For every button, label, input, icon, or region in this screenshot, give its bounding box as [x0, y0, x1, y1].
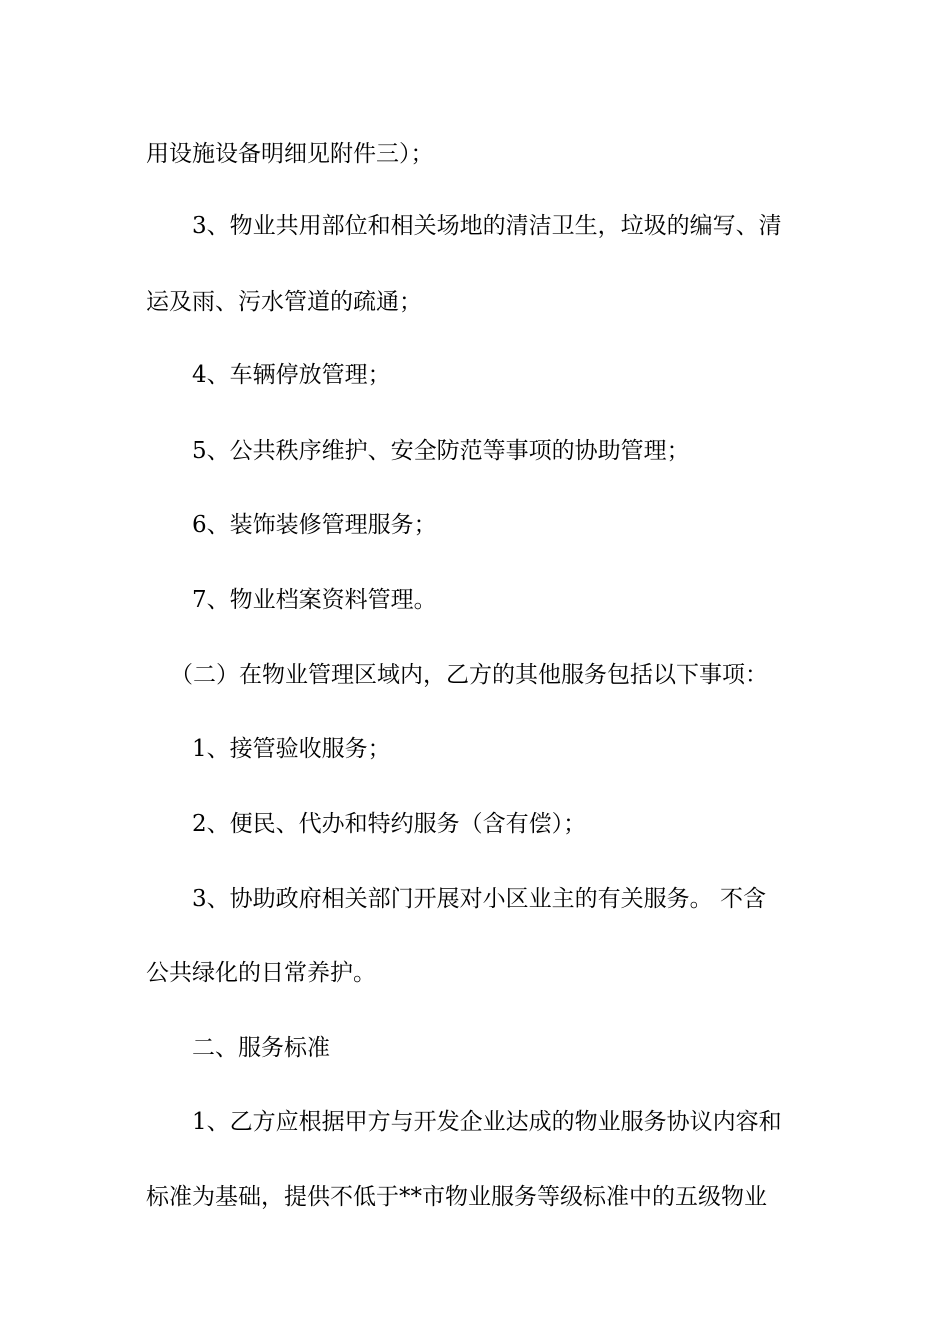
text-line-10: 2、便民、代办和特约服务（含有偿）；	[192, 811, 587, 837]
text-line-5: 5、公共秩序维护、安全防范等事项的协助管理；	[192, 438, 690, 464]
text-line-8: （二）在物业管理区域内，乙方的其他服务包括以下事项：	[170, 662, 768, 688]
text-line-15: 标准为基础，提供不低于**市物业服务等级标准中的五级物业	[146, 1184, 767, 1210]
text-line-3: 运及雨、污水管道的疏通；	[146, 289, 422, 315]
text-line-9: 1、接管验收服务；	[192, 736, 391, 762]
text-line-6: 6、装饰装修管理服务；	[192, 512, 437, 538]
text-line-11: 3、协助政府相关部门开展对小区业主的有关服务。 不含	[192, 886, 766, 912]
text-line-1: 用设施设备明细见附件三）；	[146, 141, 434, 167]
text-line-14: 1、乙方应根据甲方与开发企业达成的物业服务协议内容和	[192, 1109, 782, 1135]
text-line-2: 3、物业共用部位和相关场地的清洁卫生，垃圾的编写、清	[192, 213, 782, 239]
text-line-12: 公共绿化的日常养护。	[146, 960, 376, 986]
text-line-13: 二、服务标准	[192, 1035, 330, 1061]
text-line-7: 7、物业档案资料管理。	[192, 587, 437, 613]
text-line-4: 4、车辆停放管理；	[192, 362, 391, 388]
